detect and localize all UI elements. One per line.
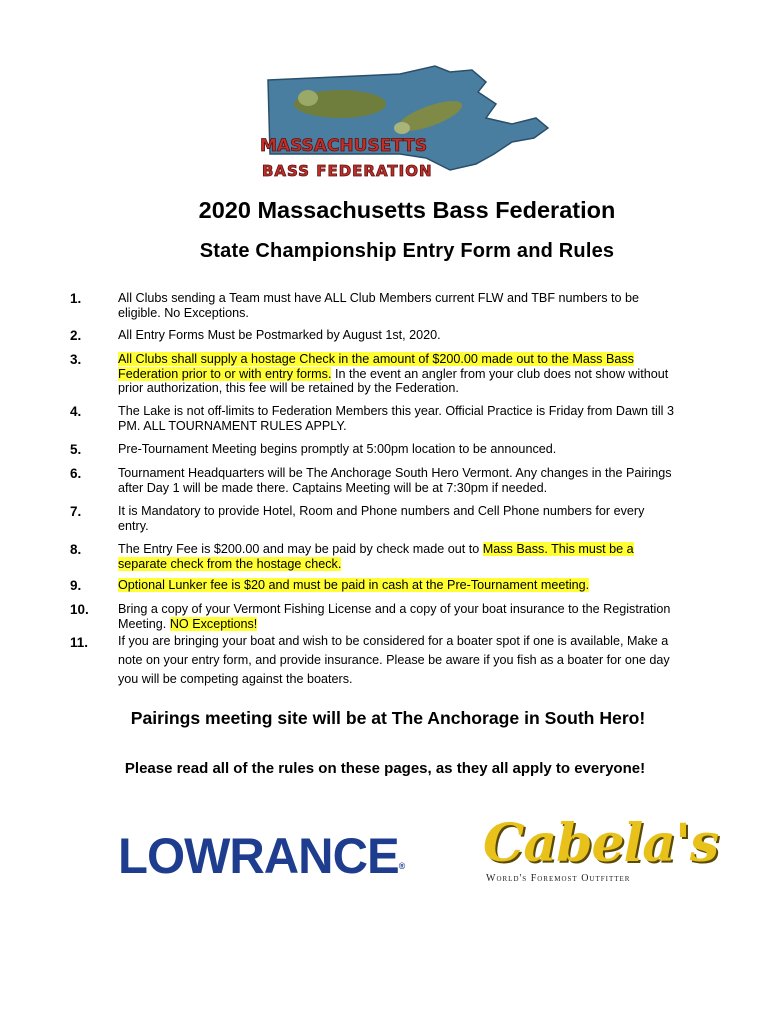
- page-subtitle: State Championship Entry Form and Rules: [199, 240, 615, 262]
- cabelas-logo: Cabela's: [483, 813, 719, 874]
- rule-text: [118, 602, 678, 631]
- rule-text: The Lake is not off-limits to Federation Members this year. Official Practice is Friday from Dawn till 3 PM. ALL TOURNAMENT RULES APPLY.: [118, 404, 674, 433]
- logo-text-line2: BASS FEDERATION: [262, 162, 433, 180]
- rule-number: 7.: [70, 504, 82, 519]
- logo-graphic: [250, 58, 550, 186]
- rule-number: 9.: [70, 578, 82, 593]
- rule-number: 1.: [70, 291, 82, 306]
- rule-text: Tournament Headquarters will be The Anchorage South Hero Vermont. Any changes in the Pairings after Day 1 will be made there. Captains Meeting will be at 7:30pm if needed.: [118, 466, 672, 495]
- logo-text-line1: MASSACHUSETTS: [260, 136, 428, 156]
- rule-number: 11.: [70, 635, 89, 650]
- rule-text: All Entry Forms Must be Postmarked by August 1st, 2020.: [118, 328, 441, 342]
- rule-text: [118, 578, 678, 593]
- massachusetts-bass-federation-logo: [250, 58, 550, 186]
- rule-text-rest: In the event an angler from your club does not show without prior authorization, this fee will be retained by the Federation.: [118, 366, 669, 395]
- rule-text: [118, 542, 678, 571]
- cabelas-tagline: World's Foremost Outfitter: [486, 873, 631, 884]
- rule-text: [118, 352, 678, 396]
- rule-text: Pre-Tournament Meeting begins promptly at 5:00pm location to be announced.: [118, 442, 557, 456]
- rule-text-plain: Bring a copy of your Vermont Fishing License and a copy of your boat insurance to the Registration Meeting.: [118, 602, 671, 631]
- rule-number: 3.: [70, 352, 82, 367]
- rule-text: All Clubs sending a Team must have ALL Club Members current FLW and TBF numbers to be eligible. No Exceptions.: [118, 291, 640, 320]
- rule-text: It is Mandatory to provide Hotel, Room and Phone numbers and Cell Phone numbers for every entry.: [118, 504, 645, 533]
- rule-number: 2.: [70, 328, 82, 343]
- rule-text-highlight: NO Exceptions!: [169, 616, 258, 631]
- registered-mark: ®: [398, 861, 406, 871]
- rule-number: 10.: [70, 602, 89, 617]
- pairings-notice: Pairings meeting site will be at The Anchorage in South Hero!: [130, 708, 646, 728]
- rule-number: 8.: [70, 542, 82, 557]
- lowrance-logo: [118, 828, 405, 884]
- rule-text: If you are bringing your boat and wish to be considered for a boater spot if one is available, Make a note on your entry form, and provide insurance. Please be aware if you fish as a boater for one day you will be competing against the boaters.: [118, 634, 670, 686]
- rule-text-highlight: All Clubs shall supply a hostage Check in the amount of $200.00 made out to the Mass Bass Federation prior to or with entry forms.: [118, 352, 634, 381]
- rule-text-highlight: Optional Lunker fee is $20 and must be paid in cash at the Pre-Tournament meeting.: [118, 578, 590, 592]
- rule-number: 4.: [70, 404, 82, 419]
- page-title: 2020 Massachusetts Bass Federation: [198, 197, 616, 223]
- rule-number: 5.: [70, 442, 82, 457]
- read-rules-notice: Please read all of the rules on these pages, as they all apply to everyone!: [124, 760, 646, 777]
- rule-text-plain: The Entry Fee is $200.00 and may be paid by check made out to: [118, 542, 483, 556]
- rule-text-highlight: Mass Bass. This must be a separate check from the hostage check.: [118, 542, 634, 571]
- rule-number: 6.: [70, 466, 82, 481]
- lowrance-wordmark: LOWRANCE: [118, 828, 399, 884]
